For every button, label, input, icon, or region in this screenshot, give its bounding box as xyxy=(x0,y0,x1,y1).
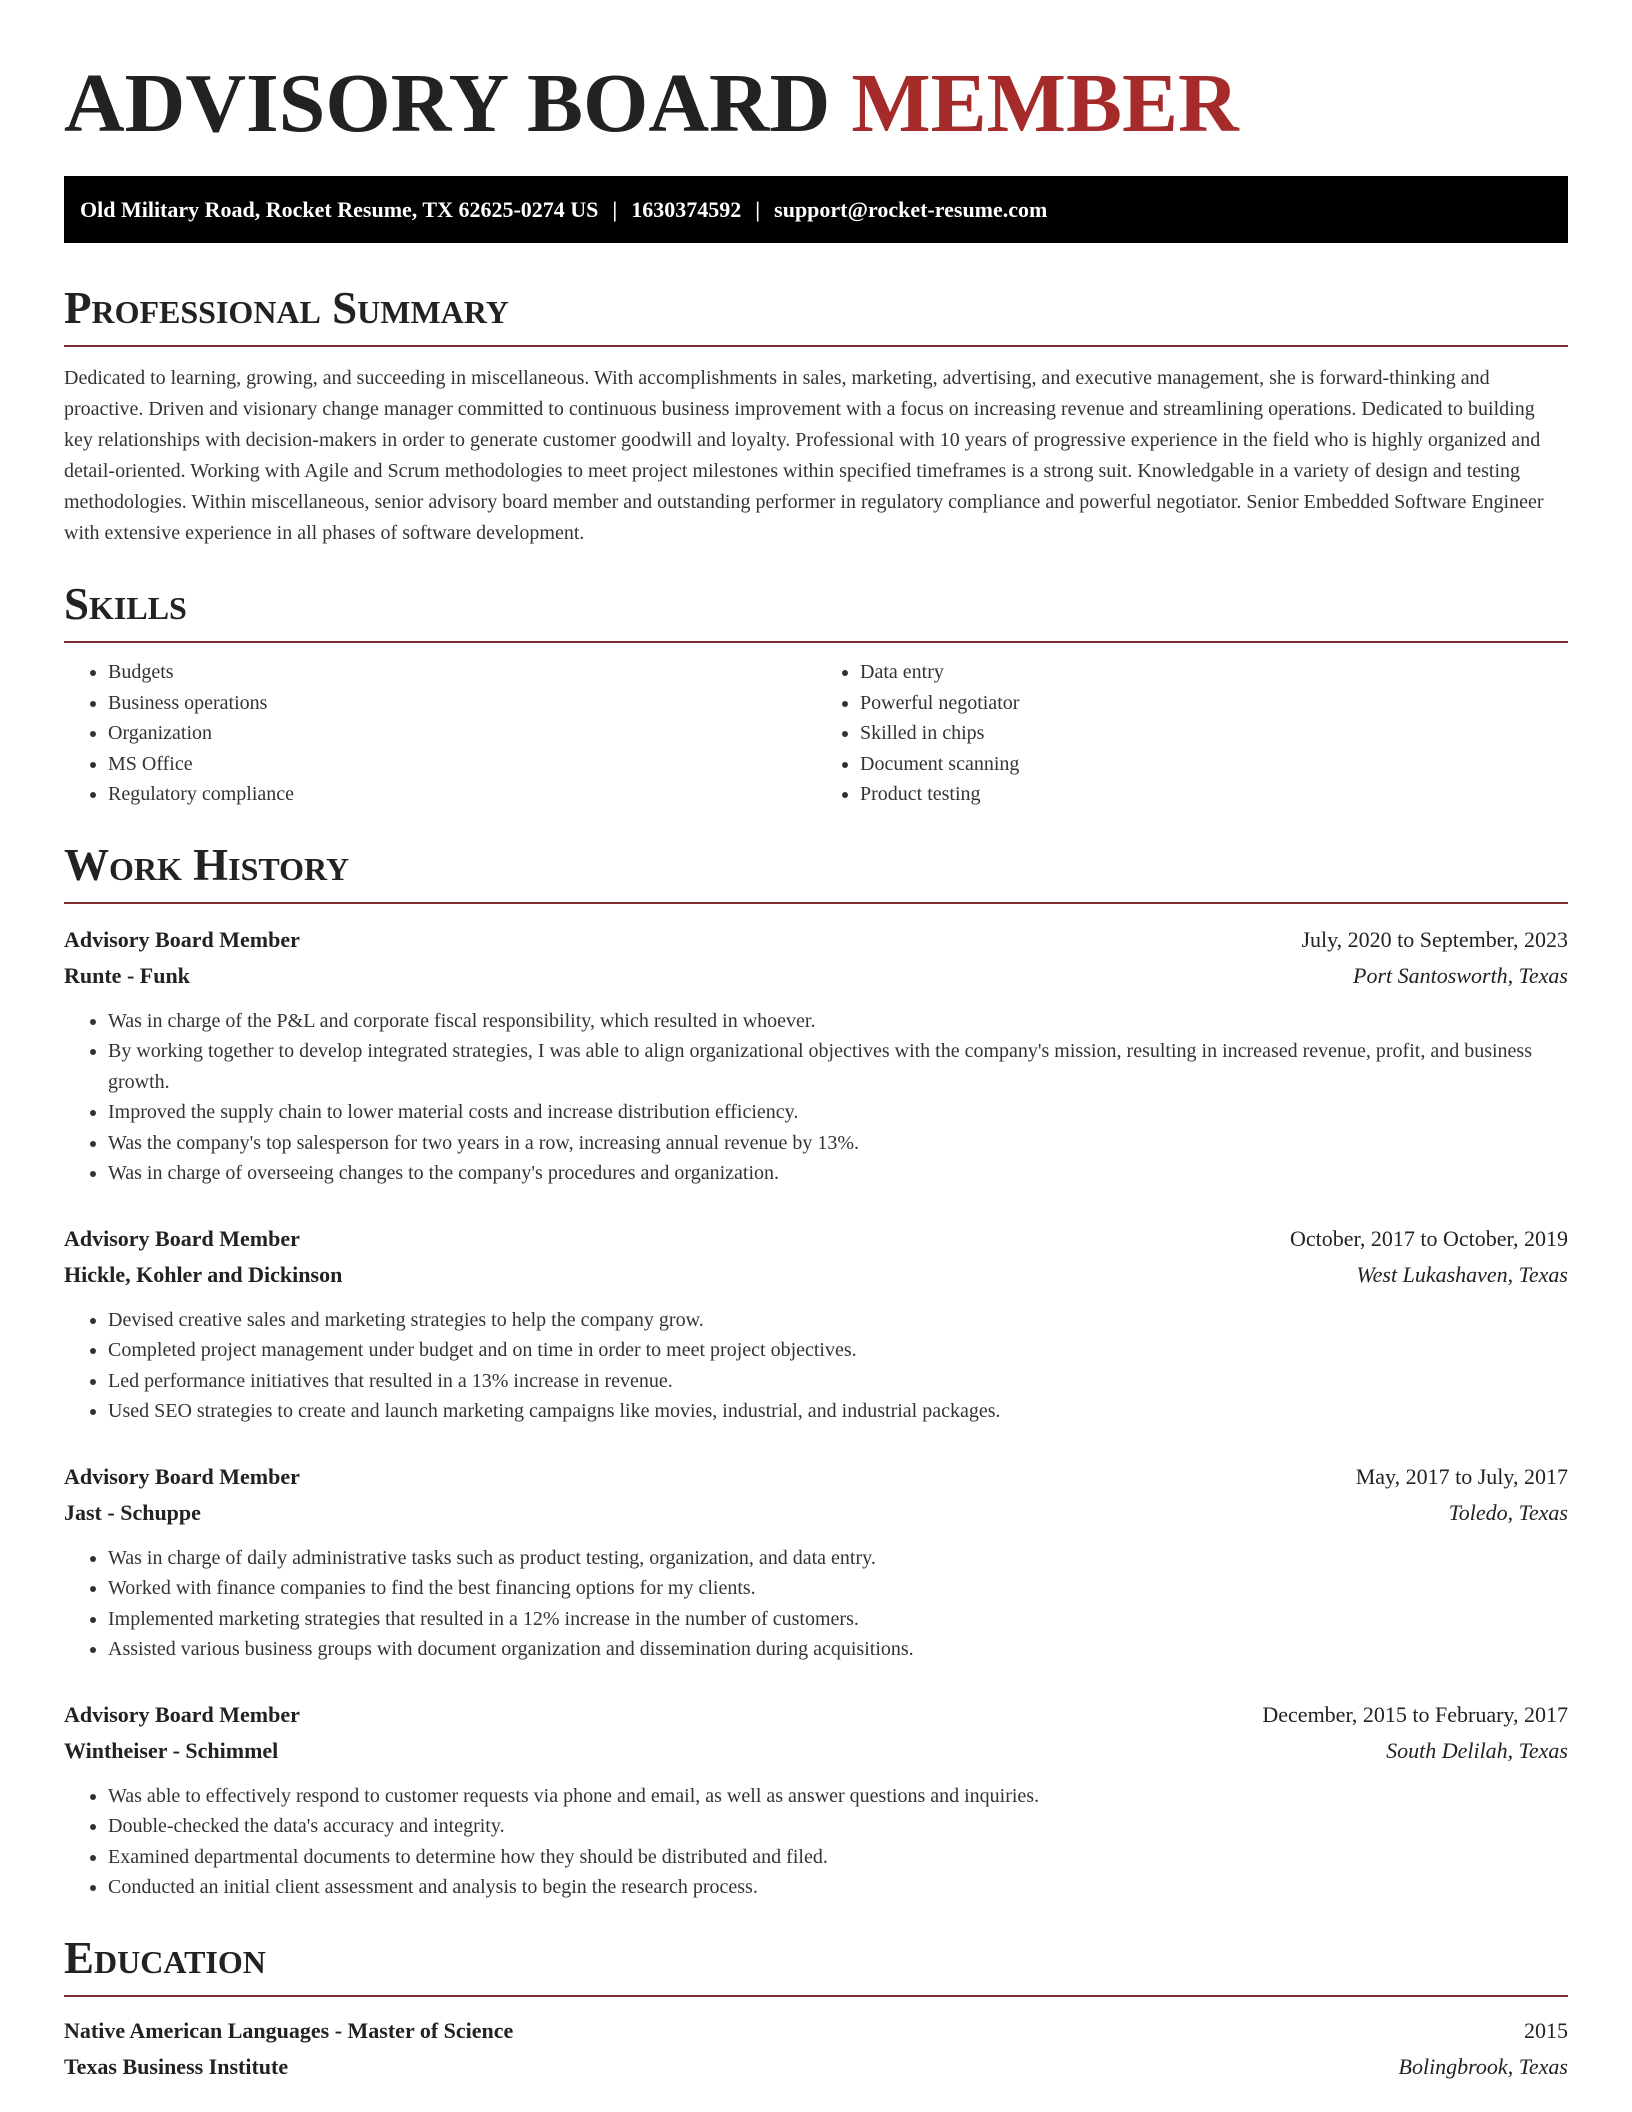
job-bullets xyxy=(64,1543,1568,1665)
skills-columns xyxy=(64,657,1568,810)
job-entry xyxy=(64,1459,1568,1665)
skill-item: • Product testing xyxy=(860,779,1568,810)
job-bullet: • By working together to develop integrated strategies, I was able to align organizational objectives with the company's mission, resulting in increased revenue, profit, and business growth. xyxy=(108,1036,1568,1097)
job-title-row xyxy=(64,922,1568,958)
job-location: West Lukashaven, Texas xyxy=(1356,1261,1568,1287)
summary-section xyxy=(64,283,1568,549)
job-title: Advisory Board Member xyxy=(64,1701,300,1727)
job-location: South Delilah, Texas xyxy=(1386,1737,1568,1763)
job-company: Jast - Schuppe xyxy=(64,1499,201,1525)
job-company: Wintheiser - Schimmel xyxy=(64,1737,279,1763)
job-bullet: • Was in charge of overseeing changes to the company's procedures and organization. xyxy=(108,1158,1568,1189)
job-bullets xyxy=(64,1305,1568,1427)
education-section xyxy=(64,1933,1568,2085)
job-bullet: • Double-checked the data's accuracy and integrity. xyxy=(108,1811,1568,1842)
job-bullet: • Was the company's top salesperson for two years in a row, increasing annual revenue by 13%. xyxy=(108,1128,1568,1159)
work-heading: Work History xyxy=(64,840,1568,904)
education-heading: Education xyxy=(64,1933,1568,1997)
contact-email[interactable]: support@rocket-resume.com xyxy=(774,197,1048,222)
education-year: 2015 xyxy=(1524,2017,1568,2043)
job-bullet: • Completed project management under budget and on time in order to meet project objectives. xyxy=(108,1335,1568,1366)
skills-heading: Skills xyxy=(64,579,1568,643)
skill-item: • Budgets xyxy=(108,657,816,688)
job-company-row xyxy=(64,1495,1568,1531)
job-entry xyxy=(64,1697,1568,1903)
job-location: Toledo, Texas xyxy=(1448,1499,1568,1525)
job-dates: May, 2017 to July, 2017 xyxy=(1355,1463,1568,1489)
job-company: Runte - Funk xyxy=(64,962,190,988)
job-entry xyxy=(64,1221,1568,1427)
job-title-row xyxy=(64,1459,1568,1495)
education-entry xyxy=(64,2013,1568,2085)
job-company-row xyxy=(64,1257,1568,1293)
education-location: Bolingbrook, Texas xyxy=(1398,2053,1568,2079)
skill-item: • Business operations xyxy=(108,688,816,719)
education-degree-row xyxy=(64,2013,1568,2049)
job-bullet: • Used SEO strategies to create and launch marketing campaigns like movies, industrial, and industrial packages. xyxy=(108,1396,1568,1427)
job-dates: July, 2020 to September, 2023 xyxy=(1301,926,1568,952)
job-bullet: • Worked with finance companies to find the best financing options for my clients. xyxy=(108,1573,1568,1604)
skill-item: • MS Office xyxy=(108,749,816,780)
job-dates: October, 2017 to October, 2019 xyxy=(1289,1225,1568,1251)
education-degree: Native American Languages - Master of Science xyxy=(64,2017,514,2043)
job-bullet: • Was able to effectively respond to customer requests via phone and email, as well as answer questions and inquiries. xyxy=(108,1781,1568,1812)
job-company-row xyxy=(64,1733,1568,1769)
job-title: Advisory Board Member xyxy=(64,1463,300,1489)
resume-title xyxy=(64,0,1568,150)
job-bullet: • Improved the supply chain to lower material costs and increase distribution efficiency. xyxy=(108,1097,1568,1128)
skills-list-right xyxy=(816,657,1568,810)
summary-text: Dedicated to learning, growing, and succeeding in miscellaneous. With accomplishments in sales, marketing, advertising, and executive management, she is forward-thinking and proactive. Driven and visionary change manager committed to continuous business improvement with a focus on increasing revenue and streamlining operations. Dedicated to building key relationships with decision-makers in order to generate customer goodwill and loyalty. Professional with 10 years of progressive experience in the field who is highly organized and detail-oriented. Working with Agile and Scrum methodologies to meet project milestones within specified timeframes is a strong suit. Knowledgable in a variety of design and testing methodologies. Within miscellaneous, senior advisory board member and outstanding performer in regulatory compliance and powerful negotiator. Senior Embedded Software Engineer with extensive experience in all phases of software development. xyxy=(64,367,1544,544)
title-main: ADVISORY BOARD xyxy=(64,57,831,150)
work-section xyxy=(64,840,1568,1903)
job-bullets xyxy=(64,1006,1568,1189)
job-entry xyxy=(64,922,1568,1189)
job-bullet: • Led performance initiatives that resulted in a 13% increase in revenue. xyxy=(108,1366,1568,1397)
summary-heading: Professional Summary xyxy=(64,283,1568,347)
job-title: Advisory Board Member xyxy=(64,1225,300,1251)
job-title-row xyxy=(64,1221,1568,1257)
job-company: Hickle, Kohler and Dickinson xyxy=(64,1261,343,1287)
job-bullet: • Examined departmental documents to determine how they should be distributed and filed. xyxy=(108,1842,1568,1873)
job-bullet: • Was in charge of daily administrative tasks such as product testing, organization, and data entry. xyxy=(108,1543,1568,1574)
skill-item: • Data entry xyxy=(860,657,1568,688)
education-school: Texas Business Institute xyxy=(64,2053,289,2079)
skill-item: • Document scanning xyxy=(860,749,1568,780)
job-title-row xyxy=(64,1697,1568,1733)
job-location: Port Santosworth, Texas xyxy=(1353,962,1568,988)
skill-item: • Skilled in chips xyxy=(860,718,1568,749)
job-dates: December, 2015 to February, 2017 xyxy=(1262,1701,1568,1727)
contact-separator: | xyxy=(612,197,618,222)
contact-separator: | xyxy=(755,197,761,222)
skills-section xyxy=(64,579,1568,810)
contact-address: Old Military Road, Rocket Resume, TX 62625-0274 US xyxy=(80,197,599,222)
job-bullet: • Devised creative sales and marketing strategies to help the company grow. xyxy=(108,1305,1568,1336)
contact-phone: 1630374592 xyxy=(631,197,742,222)
job-bullets xyxy=(64,1781,1568,1903)
job-company-row xyxy=(64,958,1568,994)
job-bullet: • Assisted various business groups with document organization and dissemination during acquisitions. xyxy=(108,1634,1568,1665)
skills-list-left xyxy=(64,657,816,810)
title-accent: MEMBER xyxy=(851,57,1239,150)
job-bullet: • Conducted an initial client assessment and analysis to begin the research process. xyxy=(108,1872,1568,1903)
job-title: Advisory Board Member xyxy=(64,926,300,952)
skill-item: • Regulatory compliance xyxy=(108,779,816,810)
contact-bar xyxy=(64,176,1568,243)
job-bullet: • Implemented marketing strategies that resulted in a 12% increase in the number of customers. xyxy=(108,1604,1568,1635)
education-school-row xyxy=(64,2049,1568,2085)
job-bullet: • Was in charge of the P&L and corporate fiscal responsibility, which resulted in whoever. xyxy=(108,1006,1568,1037)
skill-item: • Organization xyxy=(108,718,816,749)
skill-item: • Powerful negotiator xyxy=(860,688,1568,719)
